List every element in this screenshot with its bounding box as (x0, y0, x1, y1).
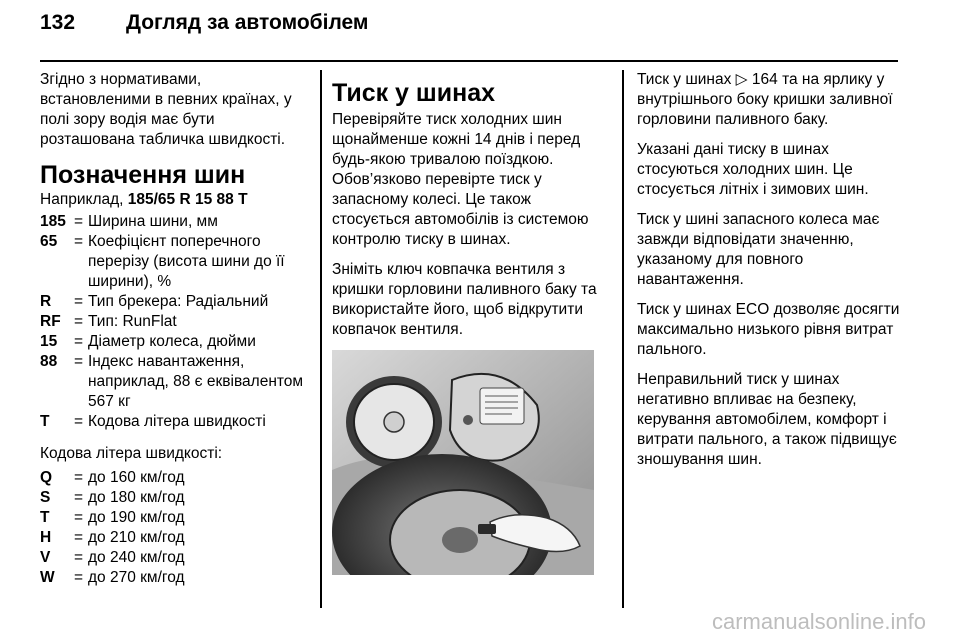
definition-key: 88 (40, 353, 58, 370)
fuel-flap-illustration (332, 350, 594, 575)
definition-text: Кодова літера швидкості (88, 413, 266, 430)
column-divider (622, 70, 624, 608)
speed-code-equals: = (74, 489, 84, 506)
speed-code-key: H (40, 529, 52, 546)
pressure-paragraph-1: Перевіряйте тиск холодних шин щонайменше кожні 14 днів і перед будь-якою тривалою поїздкою. Обов’язково перевірте тиск у запасному колесі. Це також стосується автомобілів із системою контролю тиску в шинах. (332, 111, 589, 248)
example-line (40, 190, 310, 210)
speed-code-text: до 210 км/год (88, 529, 185, 546)
speed-code-key: S (40, 489, 51, 506)
definition-key: 185 (40, 213, 66, 230)
column-middle (332, 70, 604, 575)
pressure-paragraph-2: Зніміть ключ ковпачка вентиля з кришки горловини паливного баку та використайте його, щоб відкрутити ковпачок вентиля. (332, 261, 597, 338)
eco-pressure-paragraph: Тиск у шинах ECO дозволяє досягти максимально низького рівня витрат пального. (637, 301, 900, 358)
column-divider (320, 70, 322, 608)
definition-key: 65 (40, 233, 58, 250)
definition-text: Ширина шини, мм (88, 213, 218, 230)
page-header (40, 13, 368, 43)
speed-code-equals: = (74, 569, 84, 586)
fuel-flap-drawing (332, 350, 594, 575)
wrong-pressure-paragraph: Неправильний тиск у шинах негативно впливає на безпеку, керування автомобілем, комфорт і витрати пального, а також підвищує зношування шин. (637, 371, 897, 468)
header-rule (40, 60, 898, 62)
definition-key: RF (40, 313, 61, 330)
definition-equals: = (74, 293, 84, 310)
speed-code-equals: = (74, 529, 84, 546)
example-code: 185/65 R 15 88 T (127, 191, 248, 208)
speed-code-key: W (40, 569, 55, 586)
definition-key: R (40, 293, 52, 310)
definition-text: Індекс навантаження, наприклад, 88 є еквівалентом 567 кг (88, 353, 304, 410)
definition-text: Коефіцієнт поперечного перерізу (висота шини до її ширини), % (88, 233, 285, 290)
column-right (637, 70, 907, 480)
watermark: carmanualsonline.info (711, 609, 926, 634)
speed-code-text: до 190 км/год (88, 509, 185, 526)
definition-equals: = (74, 413, 84, 430)
speed-code-text: до 240 км/год (88, 549, 185, 566)
definition-key: 15 (40, 333, 58, 350)
speed-code-intro: Кодова літера швидкості: (40, 445, 223, 462)
definition-equals: = (74, 233, 84, 250)
speed-code-text: до 180 км/год (88, 489, 185, 506)
cold-tires-paragraph: Указані дані тиску в шинах стосуються холодних шин. Це стосується літніх і зимових шин. (637, 141, 869, 198)
definition-list (40, 212, 310, 432)
example-prefix: Наприклад, (40, 191, 128, 208)
page-title: Догляд за автомобілем (126, 11, 369, 34)
page-ref-triangle-icon: ▷ (735, 71, 748, 88)
definition-key: T (40, 413, 50, 430)
speed-code-key: T (40, 509, 50, 526)
speed-code-equals: = (74, 509, 84, 526)
definition-equals: = (74, 213, 84, 230)
speed-code-equals: = (74, 469, 84, 486)
speed-code-equals: = (74, 549, 84, 566)
definition-equals: = (74, 353, 84, 370)
column-left (40, 70, 310, 600)
intro-paragraph: Згідно з нормативами, встановленими в певних країнах, у полі зору водія має бути розташована табличка швидкості. (40, 71, 292, 148)
speed-code-key: Q (40, 469, 53, 486)
definition-equals: = (74, 333, 84, 350)
definition-text: Тип брекера: Радіальний (88, 293, 269, 310)
spare-wheel-paragraph: Тиск у шині запасного колеса має завжди відповідати значенню, указаному для повного навантаження. (637, 211, 880, 288)
section-heading-tire-designation: Позначення шин (40, 161, 246, 189)
speed-code-text: до 270 км/год (88, 569, 185, 586)
speed-code-text: до 160 км/год (88, 469, 185, 486)
definition-text: Тип: RunFlat (88, 313, 177, 330)
page-number: 132 (40, 11, 76, 34)
definition-text: Діаметр колеса, дюйми (88, 333, 256, 350)
section-heading-tire-pressure: Тиск у шинах (332, 79, 496, 107)
speed-code-key: V (40, 549, 51, 566)
definition-equals: = (74, 313, 84, 330)
speed-code-list (40, 468, 310, 588)
pressure-reference-paragraph: Тиск у шинах ▷ 164 та на ярлику у внутрішнього боку кришки заливної горловини паливного баку. (637, 71, 893, 128)
